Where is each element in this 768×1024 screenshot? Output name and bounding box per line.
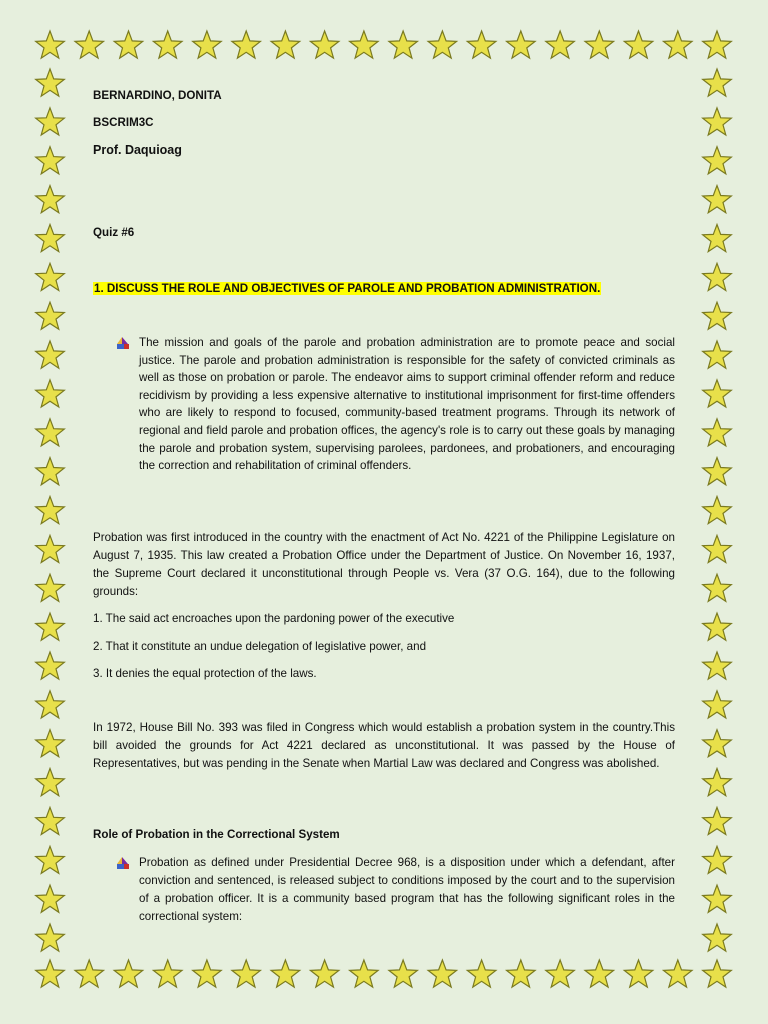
star-icon: [193, 960, 222, 987]
star-icon: [36, 730, 65, 757]
question-text: 1. DISCUSS THE ROLE AND OBJECTIVES OF PAROLE AND PROBATION ADMINISTRATION.: [94, 282, 601, 295]
star-icon: [36, 885, 65, 912]
star-icon: [75, 960, 104, 987]
star-icon: [271, 960, 300, 987]
star-icon: [703, 807, 732, 834]
star-icon: [703, 31, 732, 58]
star-icon: [703, 924, 732, 951]
quiz-title: Quiz #6: [93, 226, 135, 239]
history-paragraph: Probation was first introduced in the country with the enactment of Act No. 4221 of the Philippine Legislature on August 7, 1935. This law created a Probation Office under the Department of Justice. On November 16, 1937, the Supreme Court declared it unconstitutional through People vs. Vera (37 O.G. 164), due to the following grounds:: [93, 531, 675, 598]
star-icon: [703, 960, 732, 987]
star-icon: [232, 960, 261, 987]
star-icon: [703, 302, 732, 329]
professor-name: Prof. Daquioag: [93, 143, 182, 157]
star-icon: [703, 225, 732, 252]
star-icon: [703, 846, 732, 873]
star-icon: [36, 535, 65, 562]
star-icon: [389, 960, 418, 987]
star-icon: [36, 31, 65, 58]
star-icon: [507, 960, 535, 987]
star-icon: [703, 341, 732, 368]
star-icon: [703, 497, 732, 524]
star-icon: [703, 108, 732, 135]
star-icon: [467, 31, 496, 58]
star-icon: [703, 652, 732, 679]
star-icon: [703, 458, 732, 485]
star-icon: [36, 497, 65, 524]
star-icon: [703, 769, 732, 796]
star-icon: [389, 31, 418, 58]
bullet-paragraph-2: Probation as defined under Presidential Decree 968, is a disposition under which a defendant, after conviction and sentenced, is released subject to conditions imposed by the court and to the supervision of a probation officer. It is a community based program that has the following significant roles in the correctional system:: [139, 856, 675, 923]
star-icon: [703, 69, 732, 96]
star-icon: [36, 960, 65, 987]
star-icon: [703, 535, 732, 562]
star-icon: [703, 730, 732, 757]
question-heading: [93, 280, 675, 298]
colored-arrow-bullet-icon: [115, 855, 133, 873]
star-icon: [36, 302, 65, 329]
star-icon: [350, 960, 379, 987]
star-icon: [75, 31, 104, 58]
star-icon: [310, 960, 339, 987]
star-icon: [703, 147, 732, 174]
star-icon: [36, 186, 65, 213]
ground-item-1: 1. The said act encroaches upon the pardoning power of the executive: [93, 612, 455, 625]
star-icon: [428, 960, 457, 987]
star-icon: [703, 691, 732, 718]
star-icon: [193, 31, 222, 58]
star-icon: [585, 960, 614, 987]
star-icon: [703, 380, 732, 407]
star-icon: [624, 960, 653, 987]
star-icon: [271, 31, 300, 58]
star-icon: [36, 691, 65, 718]
star-icon: [664, 960, 693, 987]
star-icon: [703, 263, 732, 290]
star-icon: [703, 574, 732, 601]
star-icon: [36, 613, 65, 640]
star-icon: [36, 341, 65, 368]
star-icon: [585, 31, 614, 58]
star-icon: [36, 652, 65, 679]
star-icon: [114, 960, 143, 987]
star-icon: [36, 69, 65, 96]
star-icon: [36, 807, 65, 834]
student-name: BERNARDINO, DONITA: [93, 89, 222, 102]
star-icon: [36, 147, 65, 174]
star-icon: [36, 769, 65, 796]
star-icon: [350, 31, 379, 58]
star-icon: [428, 31, 457, 58]
star-icon: [36, 458, 65, 485]
star-icon: [36, 263, 65, 290]
bill-paragraph: In 1972, House Bill No. 393 was filed in Congress which would establish a probation system in the country.This bill avoided the grounds for Act 4221 declared as unconstitutional. It was passed by the House of Representatives, but was pending in the Senate when Martial Law was declared and Congress was abolished.: [93, 721, 675, 770]
ground-item-3: 3. It denies the equal protection of the laws.: [93, 667, 317, 680]
star-icon: [36, 846, 65, 873]
bullet-paragraph-1: The mission and goals of the parole and probation administration are to promote peace and social justice. The parole and probation administration is responsible for the safety of convicted criminals as well as those on probation or parole. The endeavor aims to support criminal offender reform and reduce recidivism by providing a less expensive alternative to institutional imprisonment for first-time offenders who are likely to respond to focused, community-based treatment programs. Through its network of regional and field parole and probation offices, the agency's role is to carry out these goals by managing the parole and probation system, supervising parolees, pardonees, and probationers, and encouraging the correction and rehabilitation of criminal offenders.: [139, 336, 675, 473]
star-icon: [153, 960, 182, 987]
ground-item-2: 2. That it constitute an undue delegation of legislative power, and: [93, 640, 427, 653]
star-icon: [546, 31, 575, 58]
star-icon: [703, 885, 732, 912]
colored-arrow-bullet-icon: [115, 335, 133, 353]
star-icon: [467, 960, 496, 987]
star-icon: [232, 31, 261, 58]
star-icon: [703, 419, 732, 446]
star-icon: [153, 31, 182, 58]
star-icon: [664, 31, 693, 58]
star-icon: [36, 108, 65, 135]
role-heading: Role of Probation in the Correctional System: [93, 828, 340, 841]
star-icon: [703, 613, 732, 640]
course-section: BSCRIM3C: [93, 116, 154, 129]
star-icon: [36, 225, 65, 252]
star-icon: [310, 31, 339, 58]
star-icon: [114, 31, 143, 58]
star-icon: [36, 924, 65, 951]
star-icon: [703, 186, 732, 213]
star-icon: [624, 31, 653, 58]
star-icon: [36, 380, 65, 407]
star-icon: [507, 31, 535, 58]
star-icon: [36, 574, 65, 601]
star-icon: [36, 419, 65, 446]
star-icon: [546, 960, 575, 987]
